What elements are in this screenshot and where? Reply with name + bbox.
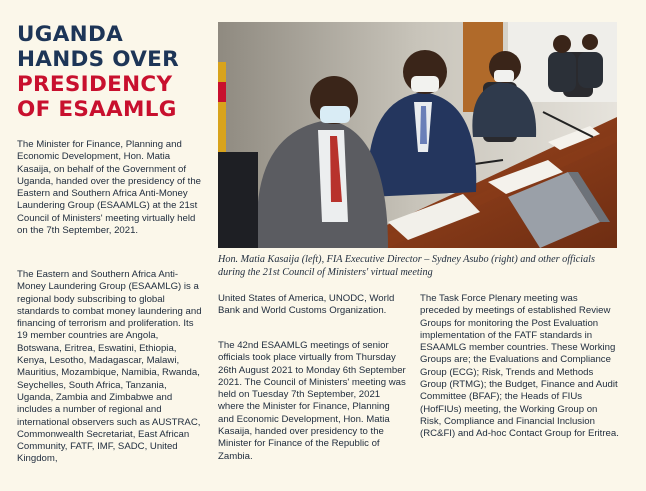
article-paragraph-5: The Task Force Plenary meeting was preceded by meetings of established Review Groups for monitoring the Post Evaluation implementation of the FATF standards in ESAAMLG member countries. These Working Groups are; the Evaluations and Compliance Group (ECG); Risk, Trends and Methods Group (RTMG); the Budget, Finance and Audit Committee (BFAF); the Heads of FIUs (HofFIUs) meeting, the Working Group on Risk, Compliance and Financial Inclusion (RC&FI) and Ad-hoc Contact Group for Eritrea. <box>420 293 619 440</box>
meeting-photo <box>218 22 617 248</box>
headline-line-4: OF ESAAMLG <box>17 97 177 122</box>
headline-line-1: UGANDA <box>17 22 124 47</box>
article-paragraph-2: The Eastern and Southern Africa Anti-Money Laundering Group (ESAAMLG) is a regional body subscribing to global standards to combat money laundering and financing of terrorism and proliferation. Its 19 member countries are Angola, Botswana, Eritrea, Eswatini, Ethiopia, Kenya, Lesotho, Madagascar, Malawi, Mauritius, Mozambique, Namibia, Rwanda, Seychelles, South Africa, Tanzania, Uganda, Zambia and Zimbabwe and includes a number of regional and international observers such as AUSTRAC, Commonwealth Secretariat, East African Community, FATF, IMF, SADC, United Kingdom, <box>17 269 202 465</box>
article-paragraph-3: United States of America, UNODC, World Bank and World Customs Organization. <box>218 293 395 317</box>
headline-line-2: HANDS OVER <box>17 47 180 72</box>
article-paragraph-4: The 42nd ESAAMLG meetings of senior officials took place virtually from Thursday 26th August 2021 to Monday 6th September 2021. The Council of Ministers' meeting was held on Tuesday 7th September, 2021 where the Minister for Finance, Planning and Economic Development, Hon. Matia Kasaija, handed over presidency to the Minister for Finance of the Republic of Zambia. <box>218 340 406 462</box>
article-paragraph-1: The Minister for Finance, Planning and Economic Development, Hon. Matia Kasaija, on behalf of the Government of Uganda, handed over the presidency of the Eastern and Southern Africa Anti-Money Laundering Group (ESAAMLG) at the 21st Council of Ministers' meeting virtually held on the 7th September, 2021. <box>17 139 202 237</box>
headline-line-3: PRESIDENCY <box>17 72 173 97</box>
article-headline <box>17 22 207 122</box>
photo-caption: Hon. Matia Kasaija (left), FIA Executive Director – Sydney Asubo (right) and other officials during the 21st Council of Ministers' virtual meeting <box>218 254 595 278</box>
